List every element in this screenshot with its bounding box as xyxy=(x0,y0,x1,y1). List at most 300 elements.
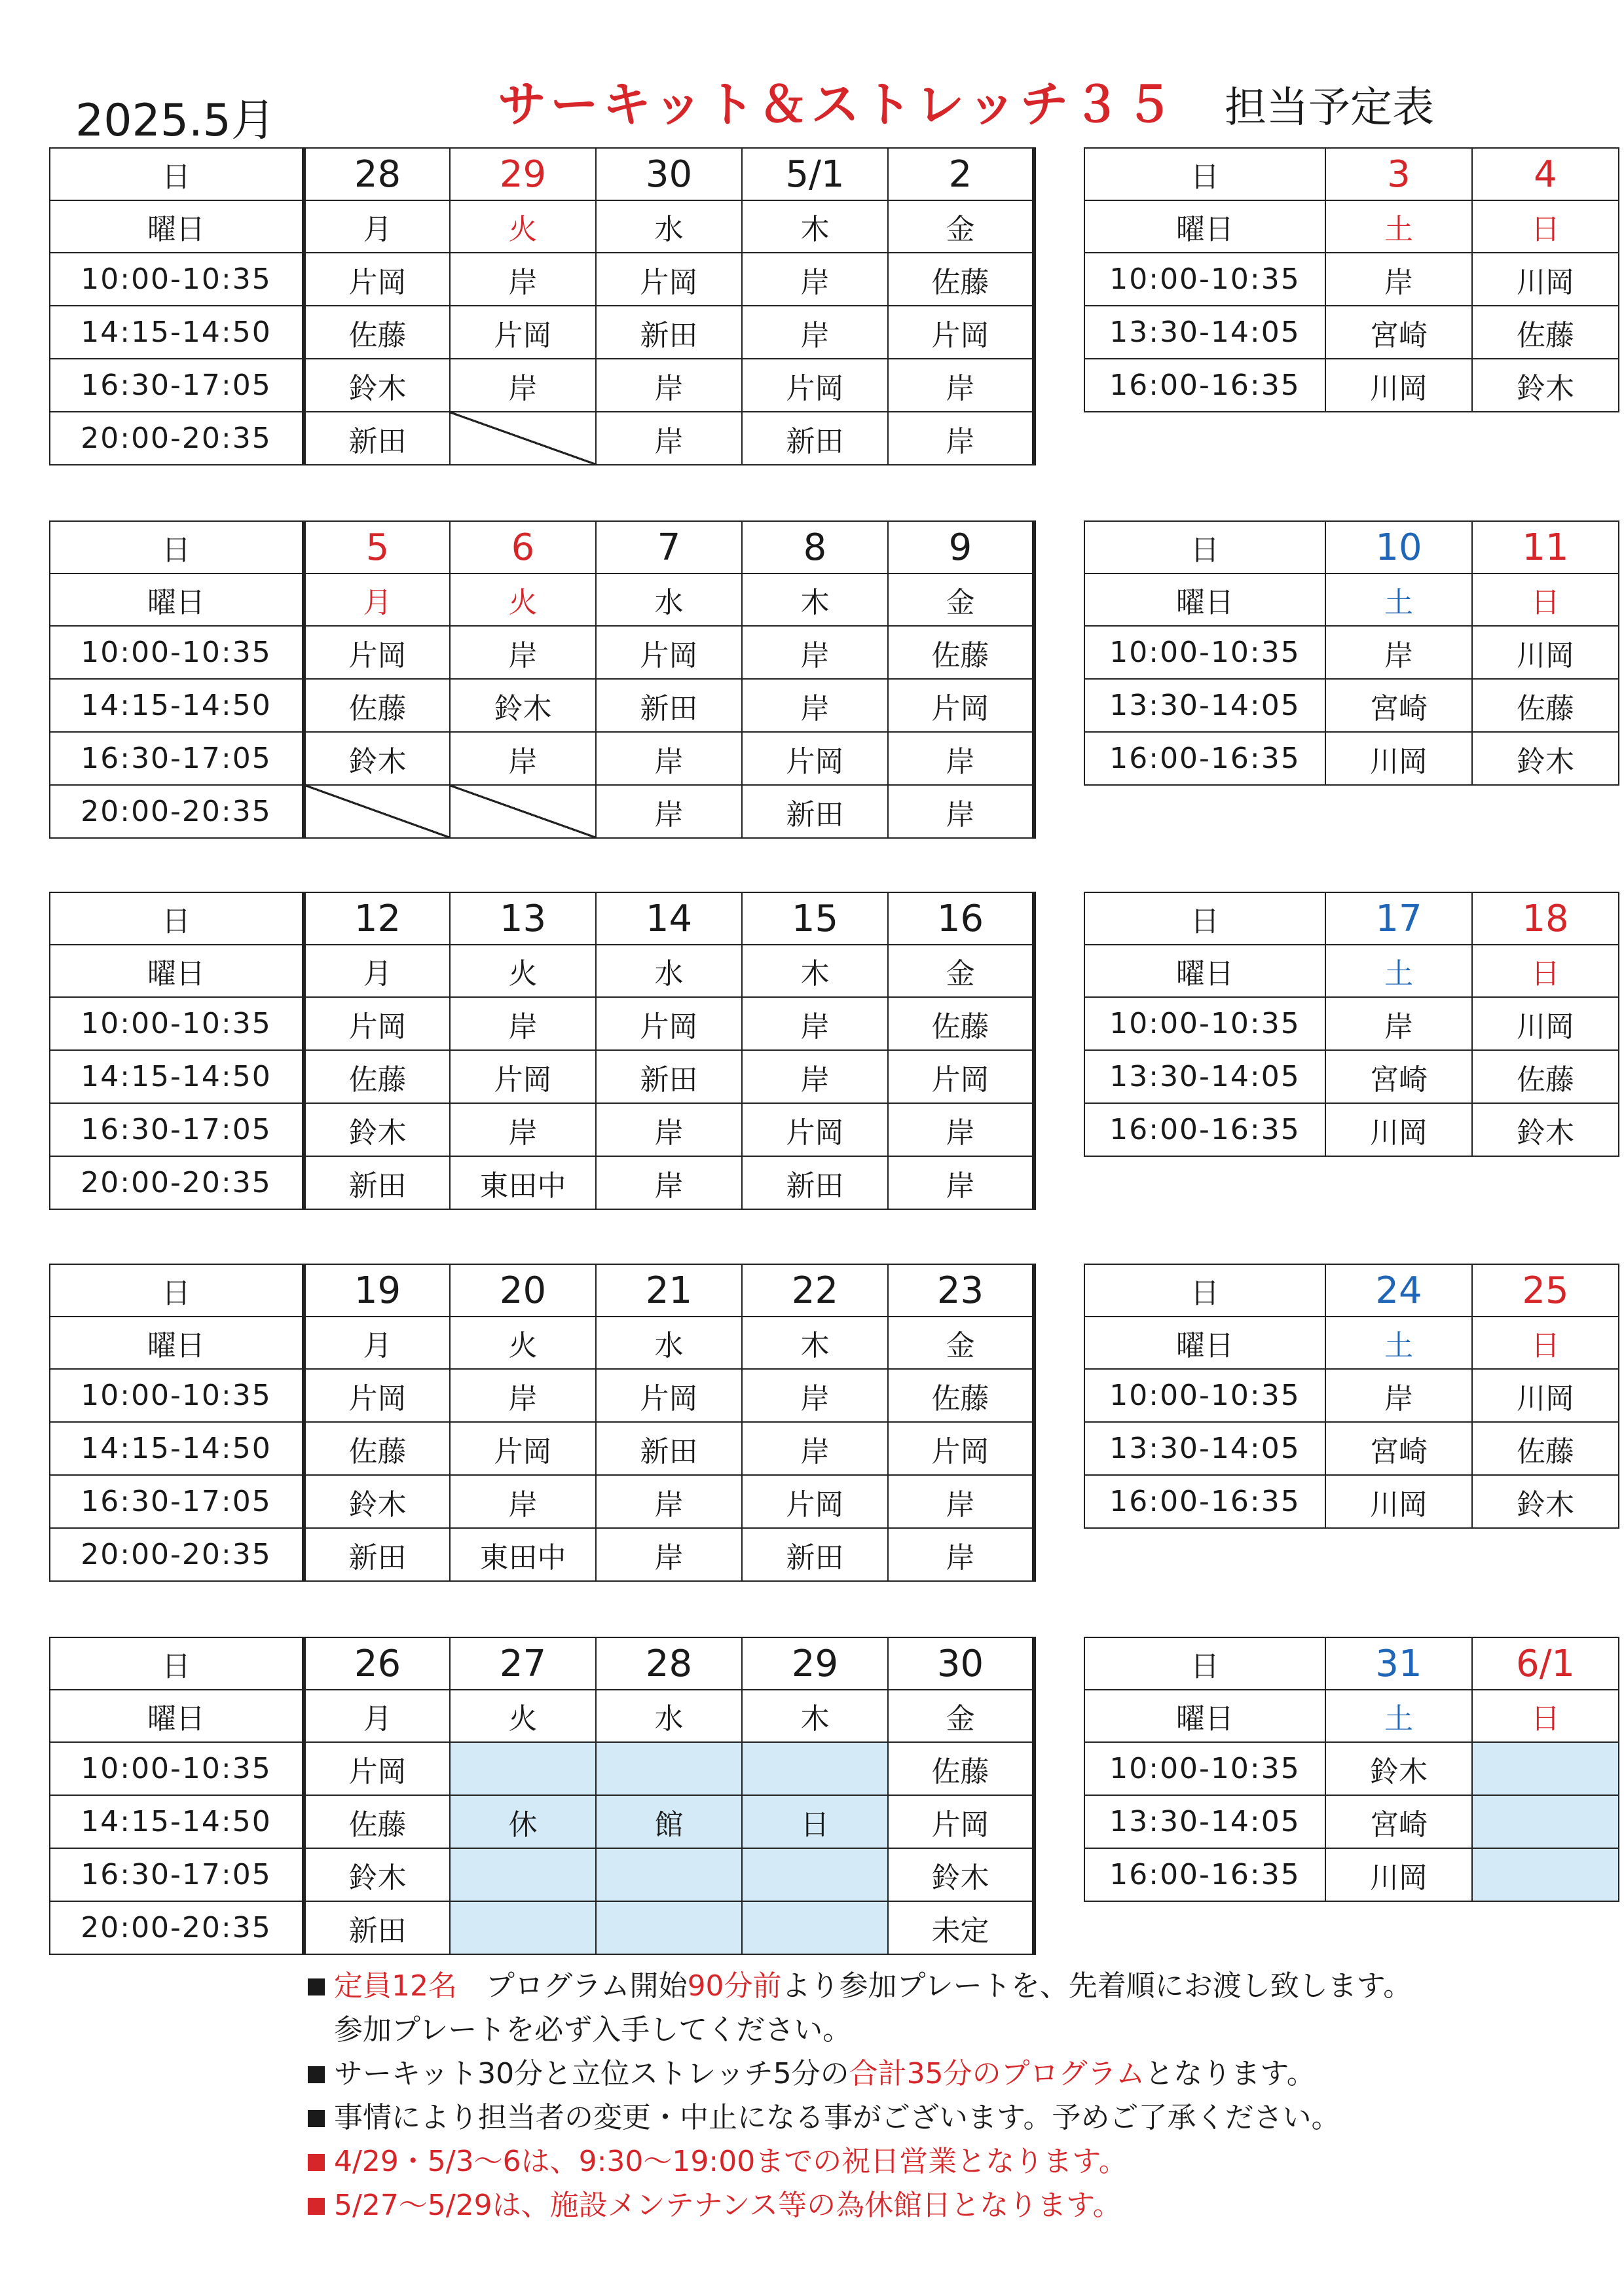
instructor-cell: 岸 xyxy=(596,785,742,838)
weekday-cell: 金 xyxy=(888,1690,1034,1742)
instructor-cell: 新田 xyxy=(742,1156,888,1209)
date-cell: 19 xyxy=(304,1264,450,1317)
note-line xyxy=(308,2096,1611,2140)
bullet-square-icon xyxy=(308,2066,325,2083)
note-text: 90分前 xyxy=(687,1969,782,2003)
page-subtitle: 担当予定表 xyxy=(1225,84,1434,132)
time-slot-row xyxy=(50,1156,1034,1209)
weekday-label: 曜日 xyxy=(50,1317,304,1369)
weekday-cell: 日 xyxy=(1472,574,1619,626)
instructor-cell: 未定 xyxy=(888,1901,1034,1954)
date-cell: 9 xyxy=(888,521,1034,574)
time-slot-row xyxy=(50,1795,1034,1848)
date-row xyxy=(1084,1637,1619,1690)
year-month: 2025.5月 xyxy=(75,95,276,147)
instructor-cell: 川岡 xyxy=(1325,359,1472,412)
weekday-table xyxy=(49,892,1036,1210)
weekday-label: 曜日 xyxy=(50,945,304,997)
date-cell: 17 xyxy=(1325,892,1472,945)
date-cell: 4 xyxy=(1472,148,1619,200)
time-slot-row xyxy=(1084,679,1619,732)
time-slot: 16:30-17:05 xyxy=(50,359,304,412)
date-cell: 3 xyxy=(1325,148,1472,200)
closed-cell xyxy=(1472,1848,1619,1901)
weekday-cell: 火 xyxy=(450,574,596,626)
weekday-cell: 水 xyxy=(596,1317,742,1369)
instructor-cell: 佐藤 xyxy=(888,1742,1034,1795)
instructor-cell: 新田 xyxy=(304,412,450,465)
instructor-cell: 新田 xyxy=(742,785,888,838)
instructor-cell: 新田 xyxy=(596,679,742,732)
note-text: サーキット30分と立位ストレッチ5分の xyxy=(334,2057,849,2090)
time-slot-row xyxy=(50,1369,1034,1422)
time-slot-row xyxy=(1084,1369,1619,1422)
instructor-cell: 岸 xyxy=(888,732,1034,785)
time-slot-row xyxy=(50,1901,1034,1954)
weekday-cell: 日 xyxy=(1472,200,1619,253)
bullet-square-icon xyxy=(308,2110,325,2127)
instructor-cell: 佐藤 xyxy=(888,1369,1034,1422)
instructor-cell: 岸 xyxy=(888,1475,1034,1528)
date-row xyxy=(1084,521,1619,574)
instructor-cell: 佐藤 xyxy=(304,1422,450,1475)
weekend-table xyxy=(1084,1637,1619,1902)
weekday-cell: 日 xyxy=(1472,945,1619,997)
date-cell: 28 xyxy=(304,148,450,200)
weekday-label: 曜日 xyxy=(1084,1690,1325,1742)
time-slot-row xyxy=(1084,1103,1619,1156)
note-line xyxy=(308,2183,1611,2227)
weekday-row xyxy=(50,1317,1034,1369)
no-class-slash xyxy=(450,785,596,838)
time-slot: 10:00-10:35 xyxy=(1084,997,1325,1050)
weekday-row xyxy=(1084,1317,1619,1369)
date-cell: 5/1 xyxy=(742,148,888,200)
instructor-cell: 岸 xyxy=(888,359,1034,412)
no-class-slash xyxy=(304,785,450,838)
weekday-cell: 火 xyxy=(450,945,596,997)
bullet-square-icon xyxy=(308,2154,325,2171)
weekday-cell: 金 xyxy=(888,574,1034,626)
note-line xyxy=(308,2140,1611,2183)
instructor-cell: 片岡 xyxy=(888,1422,1034,1475)
time-slot: 13:30-14:05 xyxy=(1084,1795,1325,1848)
time-slot: 13:30-14:05 xyxy=(1084,1422,1325,1475)
page-title: サーキット＆ストレッチ３５ xyxy=(498,77,1177,133)
day-label: 日 xyxy=(50,1264,304,1317)
time-slot-row xyxy=(50,253,1034,306)
time-slot-row xyxy=(50,1103,1034,1156)
instructor-cell: 片岡 xyxy=(742,1103,888,1156)
weekday-row xyxy=(1084,200,1619,253)
instructor-cell: 岸 xyxy=(596,1156,742,1209)
no-class-slash xyxy=(450,412,596,465)
date-cell: 14 xyxy=(596,892,742,945)
time-slot-row xyxy=(1084,1848,1619,1901)
instructor-cell: 宮崎 xyxy=(1325,1050,1472,1103)
instructor-cell: 宮崎 xyxy=(1325,306,1472,359)
instructor-cell: 鈴木 xyxy=(304,1103,450,1156)
weekday-row xyxy=(1084,1690,1619,1742)
weekday-cell: 月 xyxy=(304,945,450,997)
instructor-cell: 川岡 xyxy=(1325,1103,1472,1156)
date-cell: 15 xyxy=(742,892,888,945)
weekday-row xyxy=(50,200,1034,253)
instructor-cell: 佐藤 xyxy=(888,253,1034,306)
time-slot: 14:15-14:50 xyxy=(50,1795,304,1848)
weekday-cell: 火 xyxy=(450,1317,596,1369)
weekday-cell: 水 xyxy=(596,200,742,253)
date-row xyxy=(50,1637,1034,1690)
time-slot-row xyxy=(50,1475,1034,1528)
instructor-cell: 岸 xyxy=(596,1103,742,1156)
date-cell: 10 xyxy=(1325,521,1472,574)
weekday-cell: 日 xyxy=(1472,1690,1619,1742)
instructor-cell: 岸 xyxy=(1325,997,1472,1050)
weekday-label: 曜日 xyxy=(1084,945,1325,997)
time-slot: 16:30-17:05 xyxy=(50,1475,304,1528)
date-cell: 25 xyxy=(1472,1264,1619,1317)
weekday-label: 曜日 xyxy=(50,200,304,253)
instructor-cell: 宮崎 xyxy=(1325,679,1472,732)
instructor-cell: 岸 xyxy=(450,1103,596,1156)
instructor-cell: 佐藤 xyxy=(304,1795,450,1848)
weekday-label: 曜日 xyxy=(1084,200,1325,253)
weekend-table xyxy=(1084,892,1619,1157)
time-slot-row xyxy=(1084,626,1619,679)
bullet-square-icon xyxy=(308,2198,325,2215)
closed-cell xyxy=(1472,1742,1619,1795)
instructor-cell: 岸 xyxy=(450,626,596,679)
instructor-cell: 片岡 xyxy=(742,359,888,412)
instructor-cell: 佐藤 xyxy=(888,626,1034,679)
date-cell: 31 xyxy=(1325,1637,1472,1690)
instructor-cell: 岸 xyxy=(450,1475,596,1528)
closed-cell xyxy=(450,1901,596,1954)
weekday-cell: 月 xyxy=(304,1317,450,1369)
instructor-cell: 岸 xyxy=(450,732,596,785)
instructor-cell: 川岡 xyxy=(1472,626,1619,679)
time-slot-row xyxy=(50,1742,1034,1795)
day-label: 日 xyxy=(50,148,304,200)
weekday-cell: 水 xyxy=(596,1690,742,1742)
time-slot: 20:00-20:35 xyxy=(50,785,304,838)
weekday-table xyxy=(49,1264,1036,1582)
date-cell: 23 xyxy=(888,1264,1034,1317)
instructor-cell: 佐藤 xyxy=(304,1050,450,1103)
date-cell: 5 xyxy=(304,521,450,574)
date-cell: 13 xyxy=(450,892,596,945)
instructor-cell: 川岡 xyxy=(1325,1475,1472,1528)
instructor-cell: 川岡 xyxy=(1325,1848,1472,1901)
day-label: 日 xyxy=(1084,892,1325,945)
time-slot-row xyxy=(50,306,1034,359)
date-cell: 30 xyxy=(596,148,742,200)
closed-cell xyxy=(596,1742,742,1795)
instructor-cell: 鈴木 xyxy=(304,732,450,785)
time-slot: 13:30-14:05 xyxy=(1084,1050,1325,1103)
weekday-label: 曜日 xyxy=(50,1690,304,1742)
instructor-cell: 佐藤 xyxy=(888,997,1034,1050)
weekday-cell: 金 xyxy=(888,1317,1034,1369)
date-cell: 21 xyxy=(596,1264,742,1317)
weekday-cell: 金 xyxy=(888,200,1034,253)
closed-cell xyxy=(596,1848,742,1901)
instructor-cell: 片岡 xyxy=(304,1742,450,1795)
weekday-cell: 土 xyxy=(1325,945,1472,997)
note-text: 合計35分のプログラム xyxy=(849,2057,1145,2090)
instructor-cell: 岸 xyxy=(596,359,742,412)
weekday-cell: 土 xyxy=(1325,200,1472,253)
weekend-table xyxy=(1084,520,1619,786)
instructor-cell: 宮崎 xyxy=(1325,1795,1472,1848)
instructor-cell: 岸 xyxy=(742,253,888,306)
date-cell: 7 xyxy=(596,521,742,574)
date-cell: 24 xyxy=(1325,1264,1472,1317)
note-text: 事情により担当者の変更・中止になる事がございます。予めご了承ください。 xyxy=(334,2101,1340,2134)
instructor-cell: 片岡 xyxy=(304,253,450,306)
time-slot: 20:00-20:35 xyxy=(50,1528,304,1581)
closed-cell xyxy=(1472,1795,1619,1848)
note-line xyxy=(308,2008,1611,2052)
instructor-cell: 片岡 xyxy=(450,1050,596,1103)
note-text: プログラム開始 xyxy=(457,1969,688,2003)
instructor-cell: 片岡 xyxy=(888,306,1034,359)
date-cell: 6/1 xyxy=(1472,1637,1619,1690)
time-slot: 14:15-14:50 xyxy=(50,306,304,359)
closed-cell: 日 xyxy=(742,1795,888,1848)
weekday-cell: 月 xyxy=(304,200,450,253)
weekday-row xyxy=(50,1690,1034,1742)
instructor-cell: 東田中 xyxy=(450,1156,596,1209)
instructor-cell: 佐藤 xyxy=(1472,306,1619,359)
instructor-cell: 岸 xyxy=(596,412,742,465)
time-slot: 20:00-20:35 xyxy=(50,1156,304,1209)
instructor-cell: 新田 xyxy=(596,1422,742,1475)
date-cell: 18 xyxy=(1472,892,1619,945)
time-slot: 13:30-14:05 xyxy=(1084,306,1325,359)
instructor-cell: 佐藤 xyxy=(304,679,450,732)
date-cell: 29 xyxy=(742,1637,888,1690)
date-row xyxy=(1084,1264,1619,1317)
day-label: 日 xyxy=(50,892,304,945)
instructor-cell: 片岡 xyxy=(888,679,1034,732)
date-cell: 30 xyxy=(888,1637,1034,1690)
time-slot-row xyxy=(1084,732,1619,785)
weekday-cell: 金 xyxy=(888,945,1034,997)
weekday-table xyxy=(49,147,1036,465)
instructor-cell: 新田 xyxy=(304,1156,450,1209)
instructor-cell: 片岡 xyxy=(304,626,450,679)
note-text: 定員12名 xyxy=(334,1969,457,2003)
time-slot: 10:00-10:35 xyxy=(1084,253,1325,306)
instructor-cell: 新田 xyxy=(304,1528,450,1581)
closed-cell xyxy=(742,1848,888,1901)
weekday-table xyxy=(49,520,1036,839)
time-slot-row xyxy=(1084,253,1619,306)
weekday-cell: 木 xyxy=(742,1317,888,1369)
weekday-cell: 木 xyxy=(742,574,888,626)
time-slot-row xyxy=(50,626,1034,679)
date-row xyxy=(50,1264,1034,1317)
instructor-cell: 片岡 xyxy=(742,1475,888,1528)
date-row xyxy=(1084,892,1619,945)
time-slot-row xyxy=(50,359,1034,412)
note-text: 5/27～5/29は、施設メンテナンス等の為休館日となります。 xyxy=(334,2189,1122,2222)
weekday-cell: 土 xyxy=(1325,1317,1472,1369)
time-slot-row xyxy=(1084,1422,1619,1475)
time-slot-row xyxy=(1084,359,1619,412)
bullet-square-icon xyxy=(308,1978,325,1995)
instructor-cell: 岸 xyxy=(888,1156,1034,1209)
notes-section xyxy=(308,1964,1611,2227)
weekday-label: 曜日 xyxy=(1084,1317,1325,1369)
instructor-cell: 新田 xyxy=(742,412,888,465)
time-slot-row xyxy=(1084,1050,1619,1103)
note-text: 4/29・5/3～6は、9:30～19:00までの祝日営業となります。 xyxy=(334,2145,1128,2178)
note-text: となります。 xyxy=(1145,2057,1316,2090)
date-row xyxy=(1084,148,1619,200)
date-row xyxy=(50,892,1034,945)
time-slot-row xyxy=(50,1422,1034,1475)
day-label: 日 xyxy=(50,1637,304,1690)
weekday-row xyxy=(50,574,1034,626)
weekday-row xyxy=(1084,945,1619,997)
instructor-cell: 東田中 xyxy=(450,1528,596,1581)
instructor-cell: 岸 xyxy=(1325,1369,1472,1422)
instructor-cell: 片岡 xyxy=(596,997,742,1050)
date-cell: 22 xyxy=(742,1264,888,1317)
instructor-cell: 片岡 xyxy=(742,732,888,785)
weekday-row xyxy=(50,945,1034,997)
instructor-cell: 宮崎 xyxy=(1325,1422,1472,1475)
weekday-cell: 木 xyxy=(742,1690,888,1742)
time-slot-row xyxy=(50,785,1034,838)
instructor-cell: 佐藤 xyxy=(1472,1422,1619,1475)
instructor-cell: 岸 xyxy=(450,1369,596,1422)
instructor-cell: 鈴木 xyxy=(1472,1475,1619,1528)
date-cell: 29 xyxy=(450,148,596,200)
instructor-cell: 片岡 xyxy=(304,997,450,1050)
instructor-cell: 片岡 xyxy=(450,1422,596,1475)
time-slot: 16:00-16:35 xyxy=(1084,1475,1325,1528)
time-slot: 20:00-20:35 xyxy=(50,1901,304,1954)
date-cell: 27 xyxy=(450,1637,596,1690)
weekday-cell: 日 xyxy=(1472,1317,1619,1369)
date-cell: 12 xyxy=(304,892,450,945)
instructor-cell: 岸 xyxy=(742,1369,888,1422)
weekday-cell: 土 xyxy=(1325,1690,1472,1742)
time-slot-row xyxy=(1084,1742,1619,1795)
instructor-cell: 岸 xyxy=(888,412,1034,465)
time-slot: 20:00-20:35 xyxy=(50,412,304,465)
instructor-cell: 岸 xyxy=(742,306,888,359)
closed-cell xyxy=(450,1848,596,1901)
weekday-cell: 木 xyxy=(742,200,888,253)
weekday-cell: 土 xyxy=(1325,574,1472,626)
time-slot: 10:00-10:35 xyxy=(1084,1742,1325,1795)
instructor-cell: 鈴木 xyxy=(1325,1742,1472,1795)
date-cell: 6 xyxy=(450,521,596,574)
instructor-cell: 新田 xyxy=(742,1528,888,1581)
time-slot: 10:00-10:35 xyxy=(50,626,304,679)
note-text: 参加プレートを必ず入手してください。 xyxy=(334,2013,852,2047)
time-slot: 13:30-14:05 xyxy=(1084,679,1325,732)
instructor-cell: 新田 xyxy=(304,1901,450,1954)
weekday-cell: 水 xyxy=(596,574,742,626)
date-cell: 26 xyxy=(304,1637,450,1690)
weekday-cell: 月 xyxy=(304,1690,450,1742)
instructor-cell: 佐藤 xyxy=(1472,679,1619,732)
closed-cell xyxy=(450,1742,596,1795)
instructor-cell: 片岡 xyxy=(596,626,742,679)
date-cell: 2 xyxy=(888,148,1034,200)
instructor-cell: 岸 xyxy=(596,1528,742,1581)
date-cell: 8 xyxy=(742,521,888,574)
instructor-cell: 鈴木 xyxy=(888,1848,1034,1901)
time-slot-row xyxy=(50,997,1034,1050)
note-line xyxy=(308,2052,1611,2096)
instructor-cell: 片岡 xyxy=(450,306,596,359)
time-slot: 16:30-17:05 xyxy=(50,1848,304,1901)
date-cell: 28 xyxy=(596,1637,742,1690)
instructor-cell: 鈴木 xyxy=(304,1848,450,1901)
instructor-cell: 岸 xyxy=(742,679,888,732)
instructor-cell: 片岡 xyxy=(304,1369,450,1422)
instructor-cell: 岸 xyxy=(450,253,596,306)
time-slot: 14:15-14:50 xyxy=(50,679,304,732)
instructor-cell: 佐藤 xyxy=(304,306,450,359)
instructor-cell: 岸 xyxy=(888,1528,1034,1581)
time-slot-row xyxy=(50,1050,1034,1103)
weekday-table xyxy=(49,1637,1036,1955)
time-slot-row xyxy=(1084,306,1619,359)
weekend-table xyxy=(1084,147,1619,412)
weekday-cell: 木 xyxy=(742,945,888,997)
instructor-cell: 川岡 xyxy=(1472,253,1619,306)
instructor-cell: 鈴木 xyxy=(1472,732,1619,785)
weekday-label: 曜日 xyxy=(1084,574,1325,626)
weekday-cell: 水 xyxy=(596,945,742,997)
instructor-cell: 岸 xyxy=(450,997,596,1050)
day-label: 日 xyxy=(1084,148,1325,200)
time-slot-row xyxy=(50,412,1034,465)
date-cell: 20 xyxy=(450,1264,596,1317)
time-slot: 14:15-14:50 xyxy=(50,1422,304,1475)
instructor-cell: 岸 xyxy=(596,1475,742,1528)
instructor-cell: 片岡 xyxy=(888,1795,1034,1848)
instructor-cell: 岸 xyxy=(1325,253,1472,306)
time-slot: 10:00-10:35 xyxy=(50,997,304,1050)
instructor-cell: 川岡 xyxy=(1472,1369,1619,1422)
day-label: 日 xyxy=(1084,1637,1325,1690)
weekday-row xyxy=(1084,574,1619,626)
closed-cell xyxy=(742,1901,888,1954)
time-slot: 10:00-10:35 xyxy=(1084,1369,1325,1422)
time-slot: 16:00-16:35 xyxy=(1084,359,1325,412)
note-line xyxy=(308,1964,1611,2008)
instructor-cell: 片岡 xyxy=(888,1050,1034,1103)
closed-cell xyxy=(742,1742,888,1795)
instructor-cell: 岸 xyxy=(742,1050,888,1103)
day-label: 日 xyxy=(1084,1264,1325,1317)
time-slot: 10:00-10:35 xyxy=(50,1742,304,1795)
instructor-cell: 川岡 xyxy=(1325,732,1472,785)
instructor-cell: 岸 xyxy=(450,359,596,412)
time-slot: 16:00-16:35 xyxy=(1084,1103,1325,1156)
instructor-cell: 鈴木 xyxy=(304,359,450,412)
day-label: 日 xyxy=(1084,521,1325,574)
